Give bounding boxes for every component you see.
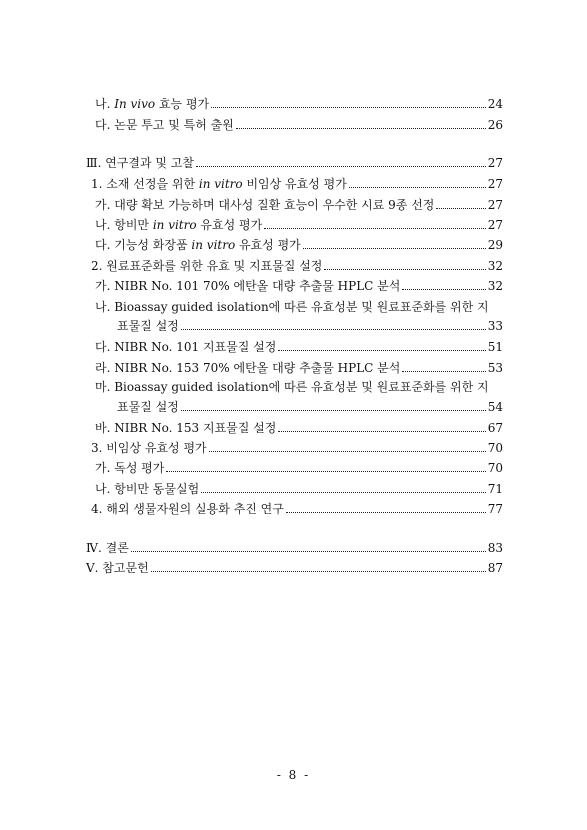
toc-page-number: 70 <box>487 461 503 475</box>
dot-leader <box>436 199 485 209</box>
dot-leader <box>286 503 486 513</box>
toc-entry-label: 다. 기능성 화장품 in vitro 유효성 평가 <box>95 238 301 252</box>
toc-entry[interactable] <box>86 559 503 577</box>
dot-leader <box>151 562 486 572</box>
dot-leader <box>209 442 486 452</box>
toc-page-number: 83 <box>487 541 503 555</box>
toc-entry-wrapped-line[interactable]: 마. Bioassay guided isolation에 따른 유효성분 및 원료표준화를 위한 지 <box>95 380 489 394</box>
toc-entry[interactable] <box>95 459 503 477</box>
toc-entry-label: 4. 해외 생물자원의 실용화 추진 연구 <box>91 502 284 516</box>
toc-page-number: 70 <box>487 441 503 455</box>
toc-entry-label: 라. NIBR No. 153 70% 에탄올 대량 추출물 HPLC 분석 <box>95 361 401 375</box>
page-number-footer: - 8 - <box>276 768 311 782</box>
dot-leader <box>278 422 485 432</box>
toc-entry[interactable] <box>95 277 503 295</box>
dot-leader <box>181 320 486 330</box>
dot-leader <box>201 483 486 493</box>
toc-entry-label: 가. 대량 확보 가능하며 대사성 질환 효능이 우수한 시료 9종 선정 <box>95 198 435 212</box>
toc-entry-label: 3. 비임상 유효성 평가 <box>91 441 207 455</box>
toc-page-number: 77 <box>487 502 503 516</box>
toc-page-number: 27 <box>487 156 503 170</box>
toc-entry-label: Ⅳ. 결론 <box>86 541 129 555</box>
dot-leader <box>236 119 486 129</box>
toc-entry[interactable] <box>95 236 503 254</box>
toc-entry[interactable] <box>117 317 503 335</box>
toc-page-number: 29 <box>487 238 503 252</box>
toc-page-number: 53 <box>487 361 503 375</box>
toc-page-number: 67 <box>487 421 503 435</box>
toc-entry-label: 1. 소재 선정을 위한 in vitro 비임상 유효성 평가 <box>91 177 347 191</box>
toc-entry[interactable] <box>91 175 503 193</box>
toc-page-number: 87 <box>487 561 503 575</box>
toc-entry[interactable] <box>95 359 503 377</box>
toc-entry[interactable] <box>86 539 503 557</box>
toc-entry-label: 나. In vivo 효능 평가 <box>95 97 210 111</box>
toc-page-number: 27 <box>487 218 503 232</box>
toc-entry-label: 다. NIBR No. 101 지표물질 설정 <box>95 340 277 354</box>
toc-entry[interactable] <box>95 419 503 437</box>
toc-page-number: 71 <box>487 482 503 496</box>
toc-entry[interactable] <box>117 398 503 416</box>
toc-page-number: 32 <box>487 279 503 293</box>
toc-entry-label: 표물질 설정 <box>117 319 179 333</box>
toc-page-number: 26 <box>487 118 503 132</box>
toc-entry-wrapped-line[interactable]: 나. Bioassay guided isolation에 따른 유효성분 및 원료표준화를 위한 지 <box>95 300 489 314</box>
dot-leader <box>278 341 485 351</box>
toc-entry-label: 가. 독성 평가 <box>95 461 165 475</box>
toc-page-number: 54 <box>487 400 503 414</box>
toc-entry[interactable] <box>95 95 503 113</box>
toc-entry-label: 나. 항비만 동물실험 <box>95 482 200 496</box>
toc-entry-label: 바. NIBR No. 153 지표물질 설정 <box>95 421 277 435</box>
dot-leader <box>131 542 486 552</box>
toc-entry[interactable] <box>95 216 503 234</box>
toc-entry[interactable] <box>91 500 503 518</box>
dot-leader <box>349 178 486 188</box>
toc-entry-label: Ⅴ. 참고문헌 <box>86 561 149 575</box>
toc-entry-label: 가. NIBR No. 101 70% 에탄올 대량 추출물 HPLC 분석 <box>95 279 401 293</box>
dot-leader <box>264 219 486 229</box>
dot-leader <box>211 98 486 108</box>
toc-entry-label: 표물질 설정 <box>117 400 179 414</box>
toc-page-number: 27 <box>487 177 503 191</box>
dot-leader <box>181 401 486 411</box>
toc-entry[interactable] <box>91 439 503 457</box>
dot-leader <box>402 362 485 372</box>
toc-entry[interactable] <box>86 154 503 172</box>
toc-entry[interactable] <box>91 257 503 275</box>
dot-leader <box>166 462 485 472</box>
toc-page-number: 33 <box>487 319 503 333</box>
toc-entry-label: Ⅲ. 연구결과 및 고찰 <box>86 156 194 170</box>
dot-leader <box>324 260 485 270</box>
toc-entry-label: 나. 항비만 in vitro 유효성 평가 <box>95 218 263 232</box>
dot-leader <box>402 280 485 290</box>
toc-entry[interactable] <box>95 338 503 356</box>
toc-entry[interactable] <box>95 116 503 134</box>
toc-page-number: 32 <box>487 259 503 273</box>
toc-entry-label: 2. 원료표준화를 위한 유효 및 지표물질 설정 <box>91 259 323 273</box>
toc-page-number: 24 <box>487 97 503 111</box>
toc-page-number: 51 <box>487 340 503 354</box>
dot-leader <box>303 239 486 249</box>
toc-entry-label: 다. 논문 투고 및 특허 출원 <box>95 118 234 132</box>
toc-page-number: 27 <box>487 198 503 212</box>
toc-entry[interactable] <box>95 480 503 498</box>
dot-leader <box>196 157 486 167</box>
toc-entry[interactable] <box>95 196 503 214</box>
